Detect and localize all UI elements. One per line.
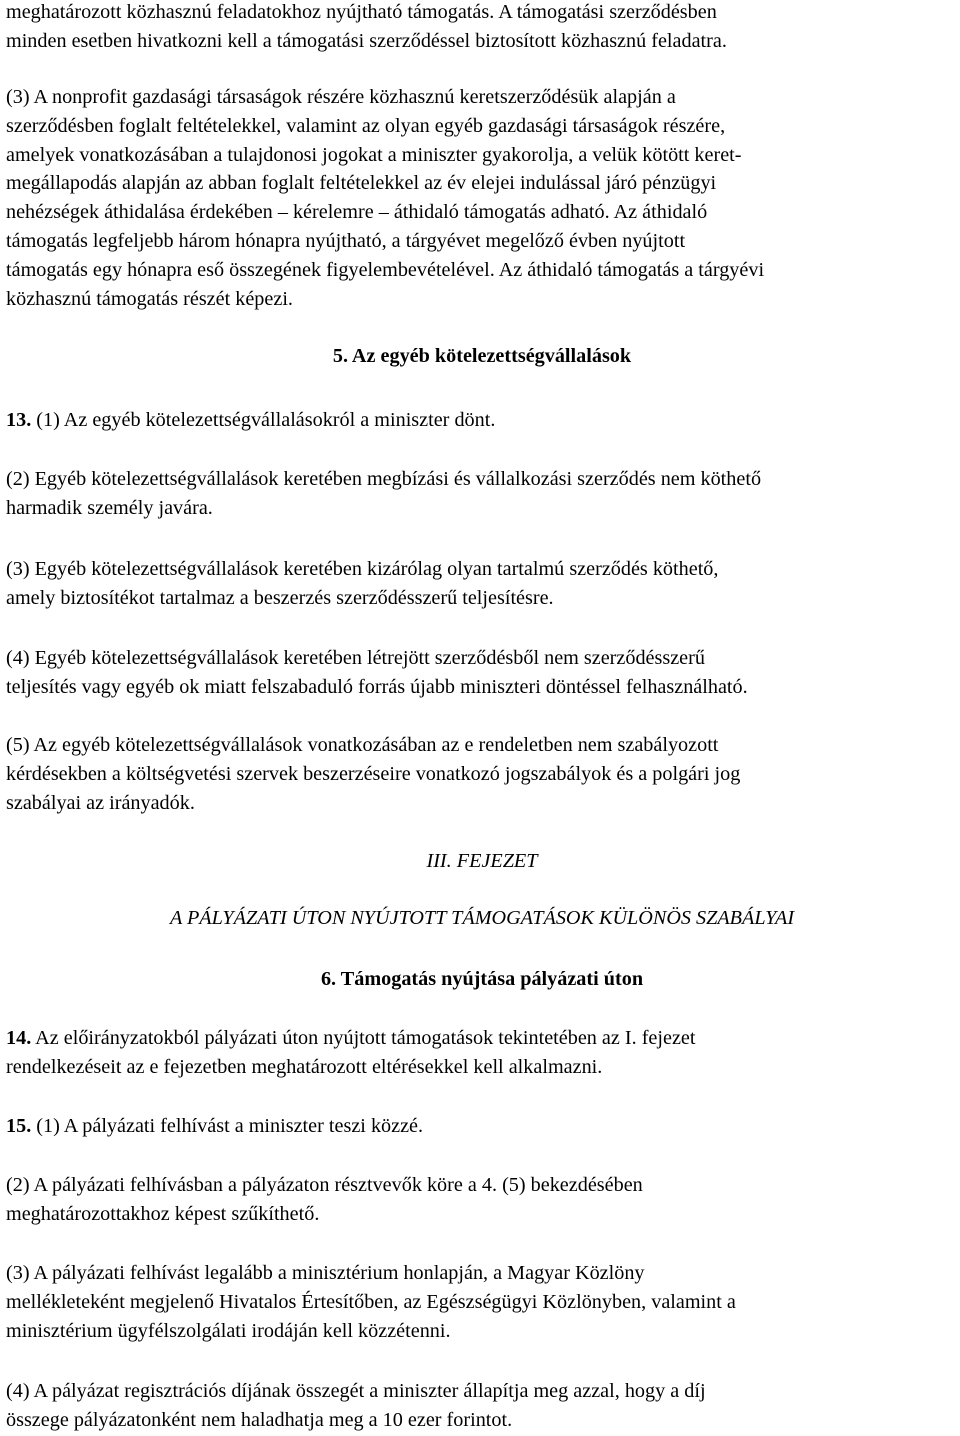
text-line: támogatás legfeljebb három hónapra nyújtható, a tárgyévet megelőző évben nyújtott xyxy=(6,229,686,252)
chapter-number xyxy=(6,847,958,876)
chapter-number-text: III. FEJEZET xyxy=(426,850,538,872)
text-line: (2) Egyéb kötelezettségvállalások keretében megbízási és vállalkozási szerződés nem köthető xyxy=(6,468,762,490)
section-title-text: 5. Az egyéb kötelezettségvállalások xyxy=(332,345,632,367)
text-line: mellékleteként megjelenő Hivatalos Értesítőben, az Egészségügyi Közlönyben, valamint a xyxy=(6,1290,736,1313)
text-line: szabályai az irányadók. xyxy=(6,791,195,814)
text-line: (2) A pályázati felhívásban a pályázaton résztvevők köre a 4. (5) bekezdésében xyxy=(6,1174,643,1196)
text-line: meghatározott közhasznú feladatokhoz nyújtható támogatás. A támogatási szerződésben xyxy=(6,1,717,23)
text-line: minisztérium ügyfélszolgálati irodáján kell közzétenni. xyxy=(6,1319,451,1342)
paragraph-13-1 xyxy=(6,406,958,435)
text-line: harmadik személy javára. xyxy=(6,496,213,519)
text-line: kérdésekben a költségvetési szervek beszerzéseire vonatkozó jogszabályok és a polgári jog xyxy=(6,762,741,785)
text-line: (3) A nonprofit gazdasági társaságok részére közhasznú keretszerződésük alapján a xyxy=(6,86,676,108)
paragraph-text: Az előirányzatokból pályázati úton nyújtott támogatások tekintetében az I. fejezet xyxy=(31,1027,696,1049)
text-line: teljesítés vagy egyéb ok miatt felszabaduló forrás újabb miniszteri döntéssel felhasználható. xyxy=(6,675,748,698)
paragraph-13-2 xyxy=(6,465,958,523)
chapter-title xyxy=(6,904,958,933)
paragraph-text: (1) A pályázati felhívást a miniszter teszi közzé. xyxy=(31,1115,424,1137)
text-line: (5) Az egyéb kötelezettségvállalások vonatkozásában az e rendeletben nem szabályozott xyxy=(6,734,719,756)
paragraph-14 xyxy=(6,1024,958,1082)
paragraph-12-3 xyxy=(6,83,958,313)
text-line: amelyek vonatkozásában a tulajdonosi jogokat a miniszter gyakorolja, a velük kötött keret- xyxy=(6,143,742,166)
paragraph-15-4 xyxy=(6,1377,958,1435)
text-line: megállapodás alapján az abban foglalt feltételekkel az év elejei indulással járó pénzügyi xyxy=(6,172,717,195)
paragraph-number: 13. xyxy=(6,409,32,431)
text-line: szerződésben foglalt feltételekkel, valamint az olyan egyéb gazdasági társaságok részére, xyxy=(6,114,726,137)
text-line xyxy=(6,1024,958,1053)
section-6-title xyxy=(6,965,958,994)
section-title-text: 6. Támogatás nyújtása pályázati úton xyxy=(320,968,644,990)
text-line xyxy=(6,406,958,435)
paragraph-15-2 xyxy=(6,1171,958,1229)
text-line: amely biztosítékot tartalmaz a beszerzés szerződésszerű teljesítésre. xyxy=(6,586,554,609)
text-line: nehézségek áthidalása érdekében – kérelemre – áthidaló támogatás adható. Az áthidaló xyxy=(6,201,708,224)
text-line: rendelkezéseit az e fejezetben meghatározott eltérésekkel kell alkalmazni. xyxy=(6,1055,603,1078)
section-5-title xyxy=(6,342,958,371)
paragraph-13-5 xyxy=(6,731,958,817)
text-line: (4) A pályázat regisztrációs díjának összegét a miniszter állapítja meg azzal, hogy a díj xyxy=(6,1380,706,1402)
text-line: (3) Egyéb kötelezettségvállalások keretében kizárólag olyan tartalmú szerződés köthető, xyxy=(6,558,719,580)
paragraph-number: 15. xyxy=(6,1115,32,1137)
paragraph-13-4 xyxy=(6,644,958,702)
paragraph-15-1 xyxy=(6,1112,958,1141)
paragraph-intro xyxy=(6,0,958,56)
text-line: (4) Egyéb kötelezettségvállalások keretében létrejött szerződésből nem szerződésszerű xyxy=(6,647,705,669)
text-line: (3) A pályázati felhívást legalább a minisztérium honlapján, a Magyar Közlöny xyxy=(6,1262,645,1284)
text-line: minden esetben hivatkozni kell a támogatási szerződéssel biztosított közhasznú feladatra. xyxy=(6,29,727,52)
text-line: támogatás egy hónapra eső összegének figyelembevételével. Az áthidaló támogatás a tárgyévi xyxy=(6,258,765,281)
chapter-title-text: A PÁLYÁZATI ÚTON NYÚJTOTT TÁMOGATÁSOK KÜLÖNÖS SZABÁLYAI xyxy=(169,907,795,929)
paragraph-text: (1) Az egyéb kötelezettségvállalásokról a miniszter dönt. xyxy=(31,409,496,431)
text-line: meghatározottakhoz képest szűkíthető. xyxy=(6,1202,320,1225)
paragraph-15-3 xyxy=(6,1259,958,1345)
text-line: közhasznú támogatás részét képezi. xyxy=(6,287,293,310)
text-line xyxy=(6,1112,958,1141)
paragraph-number: 14. xyxy=(6,1027,32,1049)
text-line: összege pályázatonként nem haladhatja meg a 10 ezer forintot. xyxy=(6,1408,513,1431)
paragraph-13-3 xyxy=(6,555,958,613)
